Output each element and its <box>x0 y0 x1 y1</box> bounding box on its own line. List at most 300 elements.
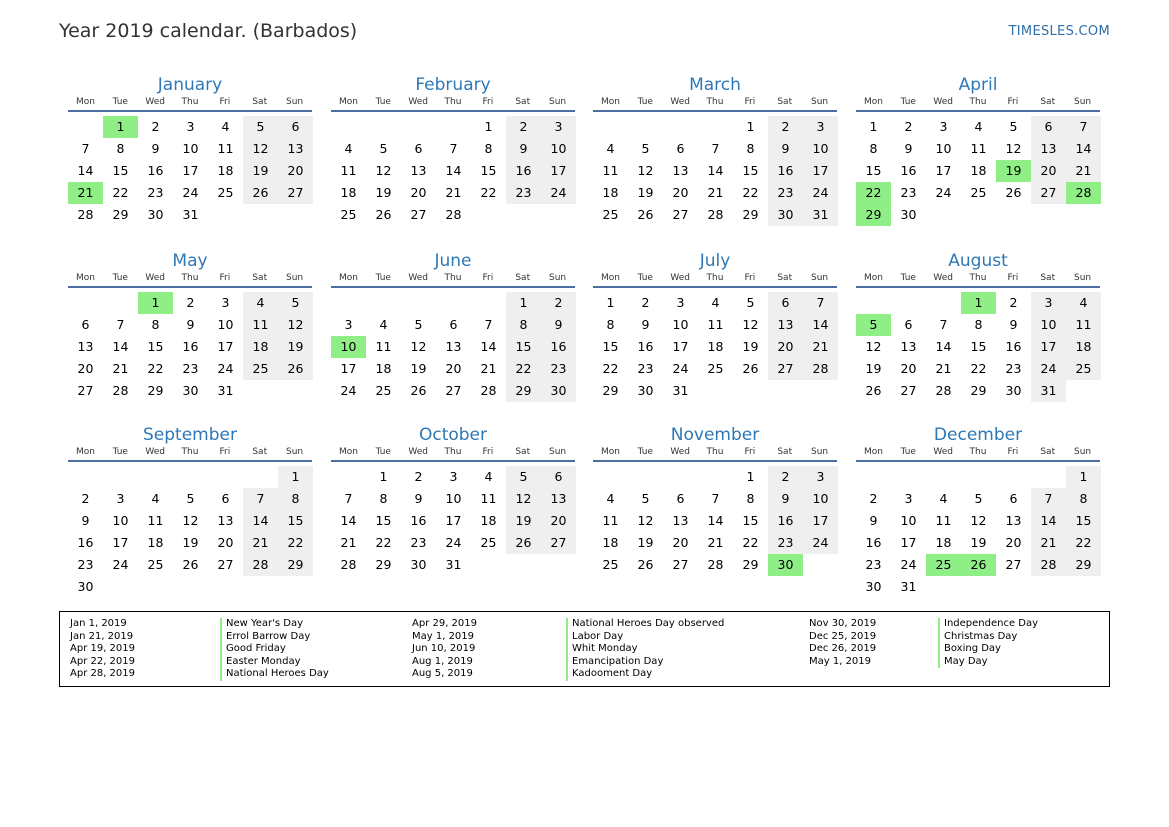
day-cell[interactable]: 21 <box>445 185 462 200</box>
day-cell[interactable]: 26 <box>410 383 427 398</box>
day-cell[interactable]: 22 <box>147 361 164 376</box>
day-cell[interactable]: 9 <box>414 491 423 506</box>
day-cell[interactable]: 16 <box>1005 339 1022 354</box>
day-cell[interactable]: 30 <box>410 557 427 572</box>
day-cell[interactable]: 27 <box>278 182 313 204</box>
day-cell[interactable]: 18 <box>147 535 164 550</box>
day-cell[interactable]: 23 <box>768 182 803 204</box>
day-cell[interactable]: 25 <box>375 383 392 398</box>
day-cell[interactable]: 18 <box>602 535 619 550</box>
day-cell[interactable]: 14 <box>112 339 129 354</box>
day-cell[interactable]: 24 <box>935 185 952 200</box>
day-cell[interactable]: 3 <box>904 491 913 506</box>
day-cell[interactable]: 25 <box>340 207 357 222</box>
day-cell[interactable]: 7 <box>803 292 838 314</box>
day-cell[interactable]: 15 <box>1066 510 1101 532</box>
day-cell[interactable]: 19 <box>410 361 427 376</box>
day-cell[interactable]: 27 <box>900 383 917 398</box>
day-cell[interactable]: 8 <box>379 491 388 506</box>
day-cell[interactable]: 22 <box>742 535 759 550</box>
day-cell[interactable]: 18 <box>375 361 392 376</box>
day-cell[interactable]: 2 <box>869 491 878 506</box>
day-cell[interactable]: 20 <box>217 535 234 550</box>
day-cell[interactable]: 15 <box>865 163 882 178</box>
day-cell[interactable]: 14 <box>1066 138 1101 160</box>
day-cell[interactable]: 9 <box>768 488 803 510</box>
day-cell[interactable]: 1 <box>746 119 755 134</box>
day-cell[interactable]: 4 <box>711 295 720 310</box>
day-cell[interactable]: 11 <box>243 314 278 336</box>
day-cell[interactable]: 11 <box>340 163 357 178</box>
day-cell[interactable]: 3 <box>221 295 230 310</box>
day-cell[interactable]: 29 <box>278 554 313 576</box>
day-cell[interactable]: 8 <box>746 141 755 156</box>
day-cell[interactable]: 27 <box>445 383 462 398</box>
day-cell[interactable]: 27 <box>1031 182 1066 204</box>
day-cell[interactable]: 14 <box>707 513 724 528</box>
day-cell[interactable]: 8 <box>606 317 615 332</box>
day-cell[interactable]: 14 <box>1031 510 1066 532</box>
day-cell[interactable]: 5 <box>641 491 650 506</box>
day-cell[interactable]: 8 <box>484 141 493 156</box>
day-cell[interactable]: 2 <box>904 119 913 134</box>
day-cell[interactable]: 16 <box>147 163 164 178</box>
holiday-day[interactable]: 19 <box>996 160 1031 182</box>
day-cell[interactable]: 15 <box>480 163 497 178</box>
day-cell[interactable]: 18 <box>970 163 987 178</box>
day-cell[interactable]: 29 <box>1066 554 1101 576</box>
day-cell[interactable]: 9 <box>506 138 541 160</box>
day-cell[interactable]: 16 <box>865 535 882 550</box>
day-cell[interactable]: 31 <box>445 557 462 572</box>
day-cell[interactable]: 31 <box>217 383 234 398</box>
day-cell[interactable]: 21 <box>1066 160 1101 182</box>
day-cell[interactable]: 14 <box>935 339 952 354</box>
day-cell[interactable]: 29 <box>112 207 129 222</box>
holiday-day[interactable]: 22 <box>856 182 891 204</box>
day-cell[interactable]: 15 <box>602 339 619 354</box>
day-cell[interactable]: 18 <box>480 513 497 528</box>
day-cell[interactable]: 26 <box>742 361 759 376</box>
day-cell[interactable]: 29 <box>147 383 164 398</box>
day-cell[interactable]: 27 <box>672 557 689 572</box>
day-cell[interactable]: 15 <box>742 163 759 178</box>
day-cell[interactable]: 17 <box>112 535 129 550</box>
day-cell[interactable]: 24 <box>1031 358 1066 380</box>
day-cell[interactable]: 13 <box>278 138 313 160</box>
day-cell[interactable]: 6 <box>81 317 90 332</box>
day-cell[interactable]: 25 <box>602 207 619 222</box>
day-cell[interactable]: 12 <box>865 339 882 354</box>
day-cell[interactable]: 28 <box>707 207 724 222</box>
day-cell[interactable]: 2 <box>541 292 576 314</box>
day-cell[interactable]: 24 <box>803 532 838 554</box>
day-cell[interactable]: 28 <box>243 554 278 576</box>
day-cell[interactable]: 14 <box>803 314 838 336</box>
day-cell[interactable]: 5 <box>1009 119 1018 134</box>
day-cell[interactable]: 2 <box>768 466 803 488</box>
day-cell[interactable]: 28 <box>480 383 497 398</box>
day-cell[interactable]: 29 <box>602 383 619 398</box>
day-cell[interactable]: 8 <box>1066 488 1101 510</box>
day-cell[interactable]: 11 <box>602 513 619 528</box>
holiday-day[interactable]: 28 <box>1066 182 1101 204</box>
day-cell[interactable]: 3 <box>344 317 353 332</box>
day-cell[interactable]: 21 <box>340 535 357 550</box>
day-cell[interactable]: 16 <box>541 336 576 358</box>
day-cell[interactable]: 8 <box>278 488 313 510</box>
day-cell[interactable]: 1 <box>1066 466 1101 488</box>
day-cell[interactable]: 18 <box>217 163 234 178</box>
day-cell[interactable]: 12 <box>243 138 278 160</box>
day-cell[interactable]: 4 <box>344 141 353 156</box>
day-cell[interactable]: 29 <box>375 557 392 572</box>
day-cell[interactable]: 18 <box>707 339 724 354</box>
day-cell[interactable]: 1 <box>606 295 615 310</box>
day-cell[interactable]: 17 <box>803 160 838 182</box>
day-cell[interactable]: 10 <box>900 513 917 528</box>
day-cell[interactable]: 20 <box>541 510 576 532</box>
day-cell[interactable]: 19 <box>182 535 199 550</box>
day-cell[interactable]: 8 <box>974 317 983 332</box>
day-cell[interactable]: 31 <box>182 207 199 222</box>
day-cell[interactable]: 4 <box>974 119 983 134</box>
day-cell[interactable]: 17 <box>217 339 234 354</box>
day-cell[interactable]: 10 <box>445 491 462 506</box>
day-cell[interactable]: 11 <box>1066 314 1101 336</box>
day-cell[interactable]: 13 <box>1031 138 1066 160</box>
day-cell[interactable]: 13 <box>410 163 427 178</box>
day-cell[interactable]: 12 <box>506 488 541 510</box>
day-cell[interactable]: 15 <box>742 513 759 528</box>
day-cell[interactable]: 15 <box>147 339 164 354</box>
day-cell[interactable]: 23 <box>147 185 164 200</box>
day-cell[interactable]: 4 <box>379 317 388 332</box>
day-cell[interactable]: 9 <box>641 317 650 332</box>
day-cell[interactable]: 11 <box>375 339 392 354</box>
day-cell[interactable]: 20 <box>900 361 917 376</box>
day-cell[interactable]: 27 <box>77 383 94 398</box>
holiday-day[interactable]: 30 <box>768 554 803 576</box>
day-cell[interactable]: 3 <box>1031 292 1066 314</box>
day-cell[interactable]: 17 <box>1031 336 1066 358</box>
day-cell[interactable]: 10 <box>935 141 952 156</box>
day-cell[interactable]: 27 <box>768 358 803 380</box>
day-cell[interactable]: 4 <box>484 469 493 484</box>
day-cell[interactable]: 4 <box>939 491 948 506</box>
day-cell[interactable]: 4 <box>606 491 615 506</box>
day-cell[interactable]: 9 <box>81 513 90 528</box>
day-cell[interactable]: 3 <box>116 491 125 506</box>
day-cell[interactable]: 23 <box>1005 361 1022 376</box>
day-cell[interactable]: 6 <box>221 491 230 506</box>
day-cell[interactable]: 23 <box>900 185 917 200</box>
day-cell[interactable]: 3 <box>541 116 576 138</box>
day-cell[interactable]: 8 <box>746 491 755 506</box>
day-cell[interactable]: 17 <box>900 535 917 550</box>
day-cell[interactable]: 9 <box>541 314 576 336</box>
day-cell[interactable]: 17 <box>672 339 689 354</box>
day-cell[interactable]: 19 <box>637 185 654 200</box>
day-cell[interactable]: 7 <box>711 491 720 506</box>
day-cell[interactable]: 28 <box>112 383 129 398</box>
day-cell[interactable]: 27 <box>1005 557 1022 572</box>
day-cell[interactable]: 24 <box>541 182 576 204</box>
day-cell[interactable]: 26 <box>637 207 654 222</box>
day-cell[interactable]: 31 <box>900 579 917 594</box>
day-cell[interactable]: 6 <box>676 491 685 506</box>
day-cell[interactable]: 3 <box>449 469 458 484</box>
day-cell[interactable]: 2 <box>186 295 195 310</box>
day-cell[interactable]: 26 <box>375 207 392 222</box>
day-cell[interactable]: 2 <box>151 119 160 134</box>
day-cell[interactable]: 20 <box>1005 535 1022 550</box>
day-cell[interactable]: 13 <box>77 339 94 354</box>
day-cell[interactable]: 14 <box>480 339 497 354</box>
day-cell[interactable]: 9 <box>869 513 878 528</box>
day-cell[interactable]: 2 <box>414 469 423 484</box>
day-cell[interactable]: 30 <box>768 204 803 226</box>
day-cell[interactable]: 20 <box>77 361 94 376</box>
day-cell[interactable]: 23 <box>865 557 882 572</box>
day-cell[interactable]: 27 <box>672 207 689 222</box>
day-cell[interactable]: 17 <box>935 163 952 178</box>
day-cell[interactable]: 16 <box>77 535 94 550</box>
day-cell[interactable]: 21 <box>1031 532 1066 554</box>
day-cell[interactable]: 23 <box>768 532 803 554</box>
day-cell[interactable]: 13 <box>768 314 803 336</box>
day-cell[interactable]: 15 <box>112 163 129 178</box>
day-cell[interactable]: 23 <box>541 358 576 380</box>
day-cell[interactable]: 9 <box>768 138 803 160</box>
day-cell[interactable]: 6 <box>278 116 313 138</box>
day-cell[interactable]: 28 <box>340 557 357 572</box>
day-cell[interactable]: 24 <box>672 361 689 376</box>
day-cell[interactable]: 26 <box>506 532 541 554</box>
day-cell[interactable]: 25 <box>1066 358 1101 380</box>
day-cell[interactable]: 20 <box>410 185 427 200</box>
day-cell[interactable]: 1 <box>746 469 755 484</box>
day-cell[interactable]: 16 <box>506 160 541 182</box>
day-cell[interactable]: 17 <box>340 361 357 376</box>
day-cell[interactable]: 4 <box>1066 292 1101 314</box>
day-cell[interactable]: 14 <box>445 163 462 178</box>
day-cell[interactable]: 30 <box>182 383 199 398</box>
day-cell[interactable]: 22 <box>278 532 313 554</box>
day-cell[interactable]: 16 <box>637 339 654 354</box>
day-cell[interactable]: 17 <box>182 163 199 178</box>
day-cell[interactable]: 21 <box>707 185 724 200</box>
day-cell[interactable]: 6 <box>414 141 423 156</box>
day-cell[interactable]: 13 <box>1005 513 1022 528</box>
day-cell[interactable]: 4 <box>151 491 160 506</box>
day-cell[interactable]: 12 <box>637 163 654 178</box>
day-cell[interactable]: 2 <box>768 116 803 138</box>
day-cell[interactable]: 9 <box>186 317 195 332</box>
day-cell[interactable]: 24 <box>217 361 234 376</box>
day-cell[interactable]: 5 <box>974 491 983 506</box>
day-cell[interactable]: 26 <box>243 182 278 204</box>
day-cell[interactable]: 25 <box>243 358 278 380</box>
day-cell[interactable]: 24 <box>182 185 199 200</box>
day-cell[interactable]: 13 <box>445 339 462 354</box>
day-cell[interactable]: 21 <box>935 361 952 376</box>
day-cell[interactable]: 5 <box>414 317 423 332</box>
day-cell[interactable]: 30 <box>637 383 654 398</box>
day-cell[interactable]: 10 <box>803 138 838 160</box>
day-cell[interactable]: 27 <box>410 207 427 222</box>
day-cell[interactable]: 10 <box>217 317 234 332</box>
day-cell[interactable]: 7 <box>81 141 90 156</box>
day-cell[interactable]: 21 <box>707 535 724 550</box>
day-cell[interactable]: 12 <box>742 317 759 332</box>
day-cell[interactable]: 11 <box>147 513 164 528</box>
day-cell[interactable]: 28 <box>935 383 952 398</box>
day-cell[interactable]: 13 <box>900 339 917 354</box>
day-cell[interactable]: 24 <box>340 383 357 398</box>
day-cell[interactable]: 23 <box>182 361 199 376</box>
day-cell[interactable]: 25 <box>707 361 724 376</box>
day-cell[interactable]: 10 <box>803 488 838 510</box>
day-cell[interactable]: 7 <box>344 491 353 506</box>
day-cell[interactable]: 6 <box>449 317 458 332</box>
day-cell[interactable]: 7 <box>939 317 948 332</box>
day-cell[interactable]: 24 <box>803 182 838 204</box>
day-cell[interactable]: 8 <box>151 317 160 332</box>
day-cell[interactable]: 22 <box>112 185 129 200</box>
day-cell[interactable]: 21 <box>243 532 278 554</box>
day-cell[interactable]: 23 <box>637 361 654 376</box>
holiday-day[interactable]: 1 <box>961 292 996 314</box>
day-cell[interactable]: 7 <box>711 141 720 156</box>
day-cell[interactable]: 22 <box>375 535 392 550</box>
day-cell[interactable]: 24 <box>112 557 129 572</box>
holiday-day[interactable]: 1 <box>138 292 173 314</box>
day-cell[interactable]: 16 <box>410 513 427 528</box>
day-cell[interactable]: 20 <box>1031 160 1066 182</box>
day-cell[interactable]: 6 <box>676 141 685 156</box>
day-cell[interactable]: 30 <box>77 579 94 594</box>
day-cell[interactable]: 17 <box>445 513 462 528</box>
day-cell[interactable]: 5 <box>506 466 541 488</box>
day-cell[interactable]: 5 <box>278 292 313 314</box>
day-cell[interactable]: 20 <box>278 160 313 182</box>
day-cell[interactable]: 14 <box>340 513 357 528</box>
day-cell[interactable]: 14 <box>77 163 94 178</box>
day-cell[interactable]: 11 <box>935 513 952 528</box>
day-cell[interactable]: 14 <box>707 163 724 178</box>
day-cell[interactable]: 10 <box>672 317 689 332</box>
day-cell[interactable]: 17 <box>541 160 576 182</box>
day-cell[interactable]: 22 <box>480 185 497 200</box>
day-cell[interactable]: 18 <box>602 185 619 200</box>
holiday-day[interactable]: 29 <box>856 204 891 226</box>
day-cell[interactable]: 18 <box>1066 336 1101 358</box>
day-cell[interactable]: 19 <box>970 535 987 550</box>
day-cell[interactable]: 20 <box>672 185 689 200</box>
day-cell[interactable]: 17 <box>803 510 838 532</box>
day-cell[interactable]: 31 <box>672 383 689 398</box>
day-cell[interactable]: 1 <box>278 466 313 488</box>
day-cell[interactable]: 27 <box>217 557 234 572</box>
day-cell[interactable]: 28 <box>445 207 462 222</box>
day-cell[interactable]: 11 <box>707 317 724 332</box>
day-cell[interactable]: 25 <box>480 535 497 550</box>
day-cell[interactable]: 29 <box>742 207 759 222</box>
day-cell[interactable]: 9 <box>151 141 160 156</box>
day-cell[interactable]: 26 <box>865 383 882 398</box>
day-cell[interactable]: 19 <box>375 185 392 200</box>
day-cell[interactable]: 1 <box>869 119 878 134</box>
day-cell[interactable]: 30 <box>1005 383 1022 398</box>
day-cell[interactable]: 12 <box>970 513 987 528</box>
day-cell[interactable]: 30 <box>900 207 917 222</box>
day-cell[interactable]: 28 <box>803 358 838 380</box>
day-cell[interactable]: 3 <box>803 116 838 138</box>
day-cell[interactable]: 5 <box>186 491 195 506</box>
day-cell[interactable]: 22 <box>1066 532 1101 554</box>
day-cell[interactable]: 26 <box>182 557 199 572</box>
day-cell[interactable]: 7 <box>1031 488 1066 510</box>
day-cell[interactable]: 26 <box>1005 185 1022 200</box>
day-cell[interactable]: 13 <box>672 513 689 528</box>
holiday-day[interactable]: 26 <box>961 554 996 576</box>
day-cell[interactable]: 4 <box>243 292 278 314</box>
day-cell[interactable]: 20 <box>445 361 462 376</box>
day-cell[interactable]: 25 <box>602 557 619 572</box>
day-cell[interactable]: 22 <box>602 361 619 376</box>
day-cell[interactable]: 2 <box>81 491 90 506</box>
day-cell[interactable]: 12 <box>637 513 654 528</box>
brand-link[interactable]: TIMESLES.COM <box>1008 24 1110 39</box>
day-cell[interactable]: 1 <box>484 119 493 134</box>
day-cell[interactable]: 23 <box>77 557 94 572</box>
holiday-day[interactable]: 10 <box>331 336 366 358</box>
day-cell[interactable]: 7 <box>484 317 493 332</box>
day-cell[interactable]: 4 <box>606 141 615 156</box>
day-cell[interactable]: 26 <box>637 557 654 572</box>
day-cell[interactable]: 11 <box>480 491 497 506</box>
day-cell[interactable]: 5 <box>641 141 650 156</box>
holiday-day[interactable]: 5 <box>856 314 891 336</box>
day-cell[interactable]: 10 <box>1031 314 1066 336</box>
day-cell[interactable]: 6 <box>768 292 803 314</box>
day-cell[interactable]: 13 <box>217 513 234 528</box>
day-cell[interactable]: 16 <box>182 339 199 354</box>
day-cell[interactable]: 3 <box>676 295 685 310</box>
day-cell[interactable]: 2 <box>1009 295 1018 310</box>
day-cell[interactable]: 7 <box>449 141 458 156</box>
holiday-day[interactable]: 25 <box>926 554 961 576</box>
day-cell[interactable]: 13 <box>541 488 576 510</box>
holiday-day[interactable]: 1 <box>103 116 138 138</box>
day-cell[interactable]: 16 <box>768 160 803 182</box>
day-cell[interactable]: 28 <box>77 207 94 222</box>
day-cell[interactable]: 15 <box>278 510 313 532</box>
day-cell[interactable]: 30 <box>147 207 164 222</box>
day-cell[interactable]: 6 <box>904 317 913 332</box>
day-cell[interactable]: 12 <box>1005 141 1022 156</box>
day-cell[interactable]: 29 <box>742 557 759 572</box>
day-cell[interactable]: 7 <box>1066 116 1101 138</box>
day-cell[interactable]: 15 <box>970 339 987 354</box>
day-cell[interactable]: 28 <box>1031 554 1066 576</box>
day-cell[interactable]: 3 <box>803 466 838 488</box>
day-cell[interactable]: 5 <box>379 141 388 156</box>
day-cell[interactable]: 10 <box>182 141 199 156</box>
day-cell[interactable]: 22 <box>742 185 759 200</box>
day-cell[interactable]: 6 <box>541 466 576 488</box>
